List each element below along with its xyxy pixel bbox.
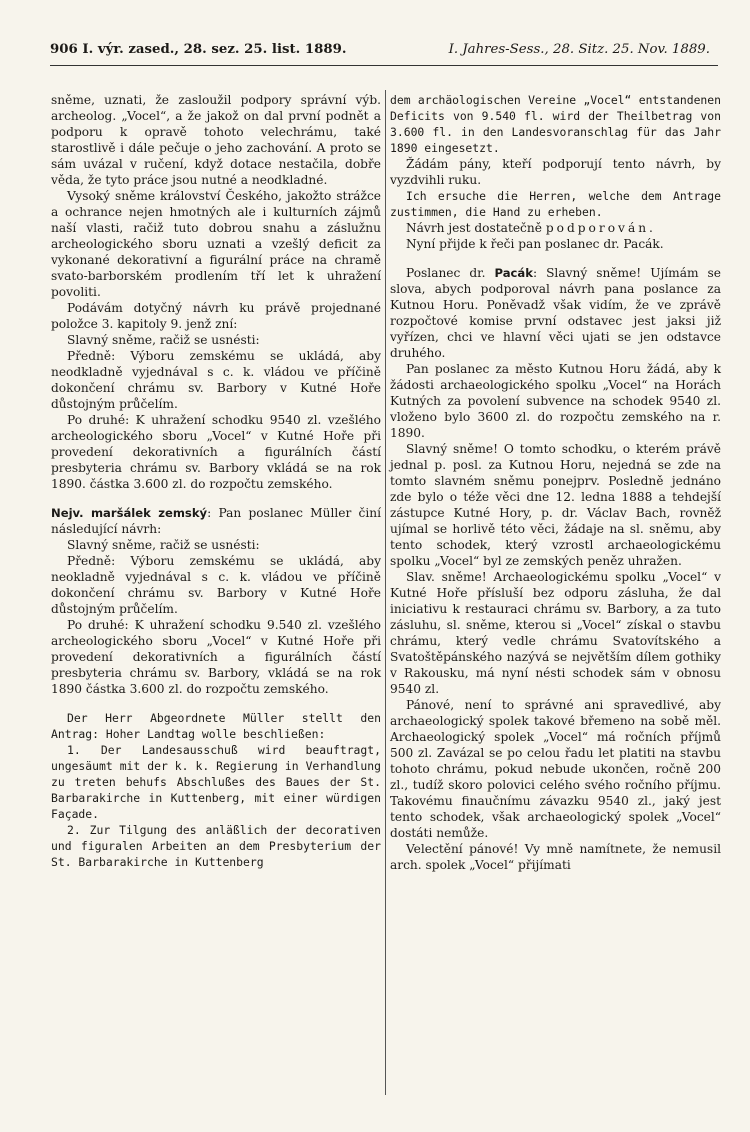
header-german: I. Jahres-Sess., 28. Sitz. 25. Nov. 1889.: [448, 42, 710, 57]
paragraph: Předně: Výboru zemskému se ukládá, aby neodkladně vyjednával s c. k. vládou ve příčině dokončení chrámu sv. Barbory v Kutné Hoře důstojným průčelím.: [51, 349, 381, 411]
paragraph: Velectění pánové! Vy mně namítnete, že nemusil arch. spolek „Vocel“ přijímati: [390, 842, 721, 872]
paragraph: Slav. sněme! Archaeologickému spolku „Vocel“ v Kutné Hoře přísluší bez odporu zásluha, že dal iniciativu k restauraci chrámu sv. Barbory, a za tuto zásluhu, sl. sněme, kterou si „Vocel“ získal o stavbu chrámu, který vedle chrámu Svatovítského a Svatoštěpánského nazývá se největším dílem gothiky v Rakousku, má nyní nésti schodek sám v obnosu 9540 zl.: [390, 570, 721, 696]
german-paragraph: Ich ersuche die Herren, welche dem Antrage zustimmen, die Hand zu erheben.: [390, 189, 721, 219]
paragraph: Pánové, není to správné ani spravedlivé, aby archaeologický spolek takové břemeno na sobě měl. Archaeologický spolek „Vocel“ má ročních příjmů 500 zl. Zavázal se po celou řadu let platiti na stavbu tohoto chrámu, pokud nebude ukončen, ročně 200 zl., tudíž skoro polovici celého svého ročního příjmu. Takovému finaučnímu závazku 9540 zl., jaký jest tento schodek, však archaeologický spolek „Vocel“ dostáti nemůže.: [390, 698, 721, 840]
paragraph: Slavný sněme, račiž se usnésti:: [67, 333, 260, 347]
paragraph: Po druhé: K uhražení schodku 9.540 zl. vzešlého archeologického sboru „Vocel“ v Kutné Hoře při provedení dekorativních a figurálních částí presbyteria chrámu sv. Barbory, vkládá se na rok 1890 částka 3.600 zl. do rozpočtu zemského.: [51, 618, 381, 696]
speaker-text: : Pan poslanec Müller činí následující návrh:: [51, 506, 381, 536]
german-paragraph: 1. Der Landesausschuß wird beauftragt, ungesäumt mit der k. k. Regierung in Verhandlung zu treten behufs Abschlußes des Baues der St. Barbarakirche in Kuttenberg, mit einer würdigen Façade.: [51, 743, 381, 821]
paragraph: Po druhé: K uhražení schodku 9540 zl. vzešlého archeologického sboru „Vocel“ v Kutné Hoře při provedení dekorativních a figurálních částí presbyteria chrámu sv. Barbory vkládá se na rok 1890. částka 3.600 zl. do rozpočtu zemského.: [51, 413, 381, 491]
header-rule: [50, 65, 718, 66]
speaker-text: : Slavný sněme! Ujímám se slova, abych podporoval návrh pana poslance za Kutnou Horu. Poněvadž však vidím, že ve zprávě rozpočtové komise první odstavec jest jaksi již vyřízen, chci ve hlavní věci ujati se jen odstavce druhého.: [390, 266, 721, 360]
paragraph-text: Návrh jest dostatečně: [406, 221, 546, 235]
german-paragraph: Der Herr Abgeordnete Müller stellt den Antrag: Hoher Landtag wolle beschließen:: [51, 711, 381, 741]
left-column: [51, 92, 381, 870]
speaker-paragraph: [390, 265, 721, 361]
paragraph: Slavný sněme, račiž se usnésti:: [67, 538, 260, 552]
paragraph: Pan poslanec za město Kutnou Horu žádá, aby k žádosti archaeologického spolku „Vocel“ na Horách Kutných za povolení subvence na schodek 9540 zl. vloženo bylo 3600 zl. do rozpočtu zemského na r. 1890.: [390, 362, 721, 440]
paragraph: [390, 220, 721, 236]
german-paragraph: dem archäologischen Vereine „Vocel“ entstandenen Deficits von 9.540 fl. wird der Theilbetrag von 3.600 fl. in den Landesvoranschlag für das Jahr 1890 eingesetzt.: [390, 93, 721, 155]
paragraph: Žádám pány, kteří podporují tento návrh, by vyzdvihli ruku.: [390, 157, 721, 187]
speaker-name: Nejv. maršálek zemský: [51, 506, 208, 520]
paragraph: Slavný sněme! O tomto schodku, o kterém právě jednal p. posl. za Kutnou Horu, nejedná se zde na tomto slavném sněmu ponejprv. Posledně jednáno zde bylo o téže věci dne 12. ledna 1888 a tehdejší zástupce Kutné Hory, p. dr. Václav Bach, rovněž ujímal se horlivě této věci, žádaje na sl. sněmu, aby tento schodek, který vzrostl archaeologickému spolku „Vocel“ byl ze zemských peněz uhražen.: [390, 442, 721, 568]
spaced-word: podporován.: [545, 221, 656, 235]
german-paragraph: 2. Zur Tilgung des anläßlich der decorativen und figuralen Arbeiten an dem Presbyterium der St. Barbarakirche in Kuttenberg: [51, 823, 381, 869]
paragraph: Podávám dotyčný návrh ku právě projednané položce 3. kapitoly 9. jenž zní:: [51, 301, 381, 331]
paragraph: Vysoký sněme království Českého, jakožto strážce a ochrance nejen hmotných ale i kulturních zájmů naší vlasti, račiž tuto dobrou snahu a záslužnu archeologického sboru uznati a vzešlý deficit za vykonané dekorativní a figurální práce na chramě svato-barborském prodlením tří let k uhražení povoliti.: [51, 189, 381, 299]
paragraph: Nyní přijde k řeči pan poslanec dr. Pacák.: [406, 237, 664, 251]
running-header: [50, 42, 710, 58]
header-czech: 906 I. výr. zased., 28. sez. 25. list. 1889.: [50, 42, 347, 57]
speaker-paragraph: [51, 505, 381, 537]
speaker-name: Pacák: [494, 266, 533, 280]
right-column: [390, 92, 721, 873]
column-divider: [385, 90, 386, 1095]
paragraph: sněme, uznati, že zasloužil podpory správní výb. archeolog. „Vocel“, a že jakož on dal první podnět a podporu k opravě tohoto velechrámu, také starostlivě i dále pečuje o jeho zachování. A proto se sám uvázal v ručení, když dotace nestačila, dobře věda, že tyto práce jsou nutné a neodkladné.: [51, 93, 381, 187]
paragraph: Předně: Výboru zemskému se ukládá, aby neokladně vyjednával s c. k. vládou ve příčině dokončení chrámu sv. Barbory v Kutné Hoře důstojným průčelím.: [51, 554, 381, 616]
speaker-lead: Poslanec dr.: [406, 266, 495, 280]
